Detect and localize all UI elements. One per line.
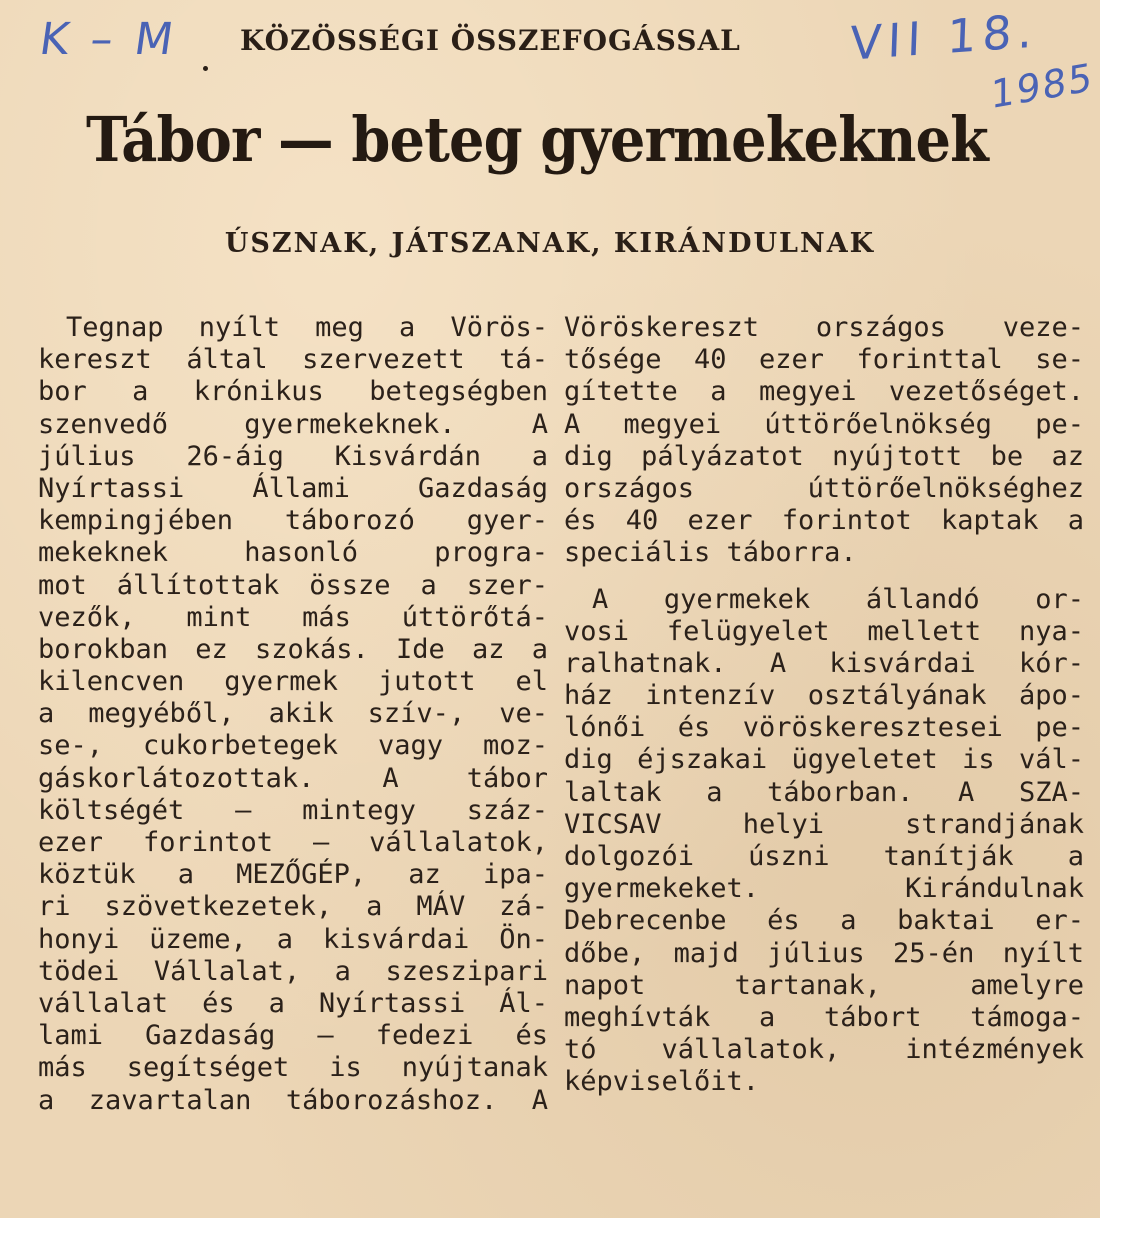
handwritten-year: 1985: [990, 54, 1094, 118]
article-line: ház intenzív osztályának ápo-: [564, 680, 1084, 712]
ink-dot: [203, 66, 208, 71]
article-line: dolgozói úszni tanítják a: [564, 841, 1084, 872]
article-line: a megyéből, akik szív-, ve-: [38, 698, 548, 730]
article-line: a zavartalan táborozáshoz. A: [38, 1084, 548, 1116]
article-line: mot állítottak össze a szer-: [38, 569, 548, 601]
article-line: speciális táborra.: [564, 537, 857, 569]
article-line: ezer forintot — vállalatok,: [38, 827, 548, 858]
article-line: tödei Vállalat, a szeszipari: [38, 955, 548, 987]
article-line: kereszt által szervezett tá-: [38, 344, 548, 376]
handwritten-date: VII 18.: [849, 3, 1040, 71]
article-line: gyermekeket. Kirándulnak: [564, 873, 1084, 905]
article-line: tó vállalatok, intézmények: [564, 1034, 1084, 1066]
article-line: kilencven gyermek jutott el: [38, 666, 548, 698]
article-line: szenvedő gyermekeknek. A: [38, 408, 548, 440]
article-line: tősége 40 ezer forinttal se-: [564, 344, 1084, 376]
paragraph-gap: [564, 570, 1084, 584]
article-line: július 26-áig Kisvárdán a: [38, 440, 548, 472]
article-line: ri szövetkezetek, a MÁV zá-: [38, 891, 548, 923]
article-line: és 40 ezer forintot kaptak a: [564, 505, 1084, 537]
article-line: Tegnap nyílt meg a Vörös-: [66, 312, 548, 343]
article-line: Vöröskereszt országos veze-: [564, 312, 1084, 343]
article-line: dig éjszakai ügyeletet is vál-: [564, 744, 1084, 776]
article-line: kempingjében táborozó gyer-: [38, 505, 548, 537]
article-column-right: [564, 312, 1084, 1099]
article-line: A megyei úttörőelnökség pe-: [564, 408, 1084, 440]
subheadline: ÚSZNAK, JÁTSZANAK, KIRÁNDULNAK: [224, 228, 876, 259]
article-line: Nyírtassi Állami Gazdaság: [38, 472, 548, 504]
article-line: VICSAV helyi strandjának: [564, 808, 1084, 840]
article-line: vezők, mint más úttörőtá-: [38, 601, 548, 633]
article-line: gáskorlátozottak. A tábor: [38, 762, 548, 794]
article-line: laltak a táborban. A SZA-: [564, 776, 1084, 808]
article-line: A gyermekek állandó or-: [592, 583, 1084, 615]
article-line: mekeknek hasonló progra-: [38, 537, 548, 569]
article-line: Debrecenbe és a baktai er-: [564, 905, 1084, 937]
article-line: lónői és vöröskeresztesei pe-: [564, 712, 1084, 744]
article-line: képviselőit.: [564, 1066, 760, 1098]
article-line: lami Gazdaság — fedezi és: [38, 1020, 548, 1052]
scan-margin: [1100, 0, 1122, 1233]
article-line: vosi felügyelet mellett nya-: [564, 615, 1084, 647]
article-line: dőbe, majd július 25-én nyílt: [564, 937, 1084, 969]
article-line: országos úttörőelnökséghez: [564, 472, 1084, 504]
article-line: bor a krónikus betegségben: [38, 376, 548, 408]
article-line: se-, cukorbetegek vagy moz-: [38, 730, 548, 762]
article-line: napot tartanak, amelyre: [564, 969, 1084, 1001]
kicker: KÖZÖSSÉGI ÖSSZEFOGÁSSAL: [240, 24, 741, 57]
article-column-left: [38, 312, 548, 1117]
handwritten-note-left: K – M: [36, 14, 181, 65]
article-line: ralhatnak. A kisvárdai kór-: [564, 647, 1084, 679]
article-line: borokban ez szokás. Ide az a: [38, 633, 548, 665]
article-line: köztük a MEZŐGÉP, az ipa-: [38, 859, 548, 891]
article-line: dig pályázatot nyújtott be az: [564, 440, 1084, 472]
article-line: gítette a megyei vezetőséget.: [564, 376, 1084, 408]
headline: Tábor — beteg gyermekeknek: [86, 103, 988, 176]
article-line: költségét — mintegy száz-: [38, 794, 548, 826]
article-line: meghívták a tábort támoga-: [564, 1001, 1084, 1033]
article-line: más segítséget is nyújtanak: [38, 1052, 548, 1084]
article-line: vállalat és a Nyírtassi Ál-: [38, 987, 548, 1019]
article-line: honyi üzeme, a kisvárdai Ön-: [38, 923, 548, 955]
